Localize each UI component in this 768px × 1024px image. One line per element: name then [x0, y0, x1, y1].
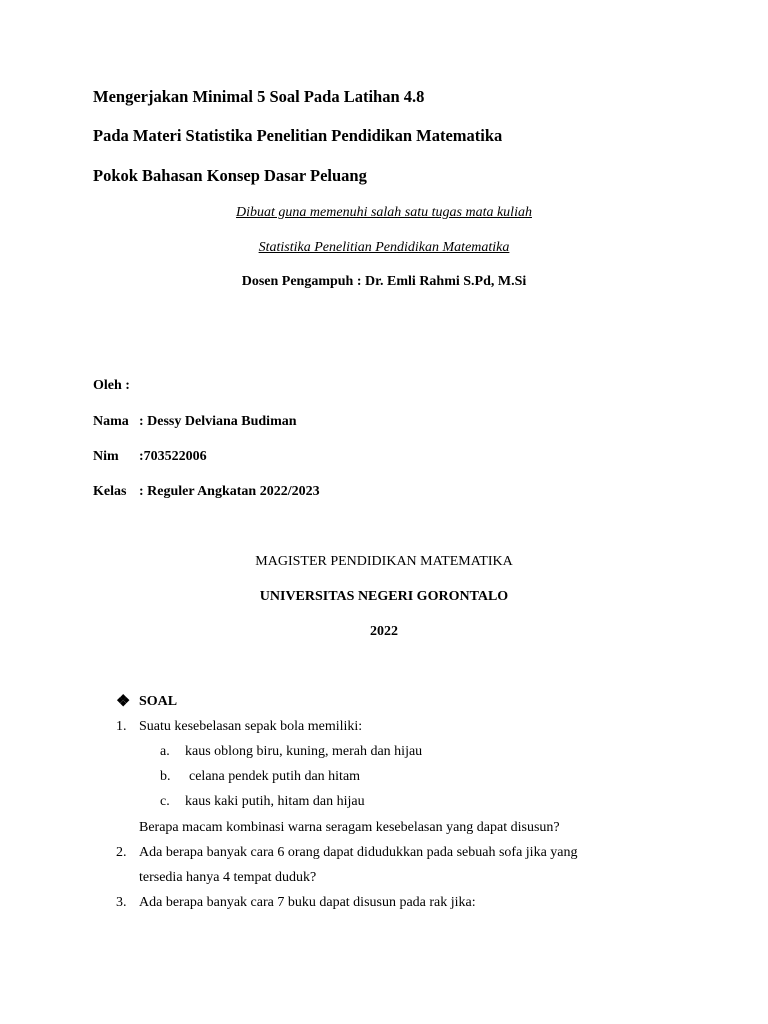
subtitle-line-2: Statistika Penelitian Pendidikan Matematika [258, 240, 510, 255]
q1-item-a-text: kaus oblong biru, kuning, merah dan hijau [185, 744, 423, 759]
q1-question: Berapa macam kombinasi warna seragam kesebelasan yang dapat disusun? [139, 820, 560, 835]
soal-heading: SOAL [139, 694, 178, 709]
lecturer-line: Dosen Pengampuh : Dr. Emli Rahmi S.Pd, M.Si [241, 274, 527, 289]
university-name: UNIVERSITAS NEGERI GORONTALO [259, 589, 509, 604]
q1-item-a-label: a. [160, 744, 170, 759]
nama-value: : Dessy Delviana Budiman [139, 414, 297, 429]
q2-number: 2. [116, 845, 127, 860]
q2-text-line-1: Ada berapa banyak cara 6 orang dapat didudukkan pada sebuah sofa jika yang [139, 845, 578, 860]
q1-item-c-label: c. [160, 794, 170, 809]
q1-item-b-text: celana pendek putih dan hitam [189, 769, 361, 784]
program-name: MAGISTER PENDIDIKAN MATEMATIKA [255, 554, 513, 569]
diamond-bullet-icon: ❖ [116, 693, 131, 710]
q3-number: 3. [116, 895, 127, 910]
nama-label: Nama [93, 414, 129, 429]
q1-text: Suatu kesebelasan sepak bola memiliki: [139, 719, 363, 734]
title-line-3: Pokok Bahasan Konsep Dasar Peluang [93, 166, 367, 185]
q1-number: 1. [116, 719, 127, 734]
nim-row [93, 449, 207, 465]
nim-label: Nim [93, 449, 119, 464]
nim-value: :703522006 [139, 449, 207, 464]
q2-text-line-2: tersedia hanya 4 tempat duduk? [139, 870, 317, 885]
title-line-2: Pada Materi Statistika Penelitian Pendidikan Matematika [93, 126, 503, 145]
year: 2022 [370, 624, 398, 639]
subtitle-line-1: Dibuat guna memenuhi salah satu tugas mata kuliah [236, 205, 532, 220]
title-line-1: Mengerjakan Minimal 5 Soal Pada Latihan 4.8 [93, 87, 425, 106]
kelas-row [93, 484, 320, 500]
oleh-label: Oleh : [93, 378, 130, 393]
nama-row [93, 414, 297, 430]
q1-item-b-label: b. [160, 769, 171, 784]
q3-text: Ada berapa banyak cara 7 buku dapat disusun pada rak jika: [139, 895, 476, 910]
q1-item-c-text: kaus kaki putih, hitam dan hijau [185, 794, 365, 809]
kelas-value: : Reguler Angkatan 2022/2023 [139, 484, 320, 499]
kelas-label: Kelas [93, 484, 127, 499]
